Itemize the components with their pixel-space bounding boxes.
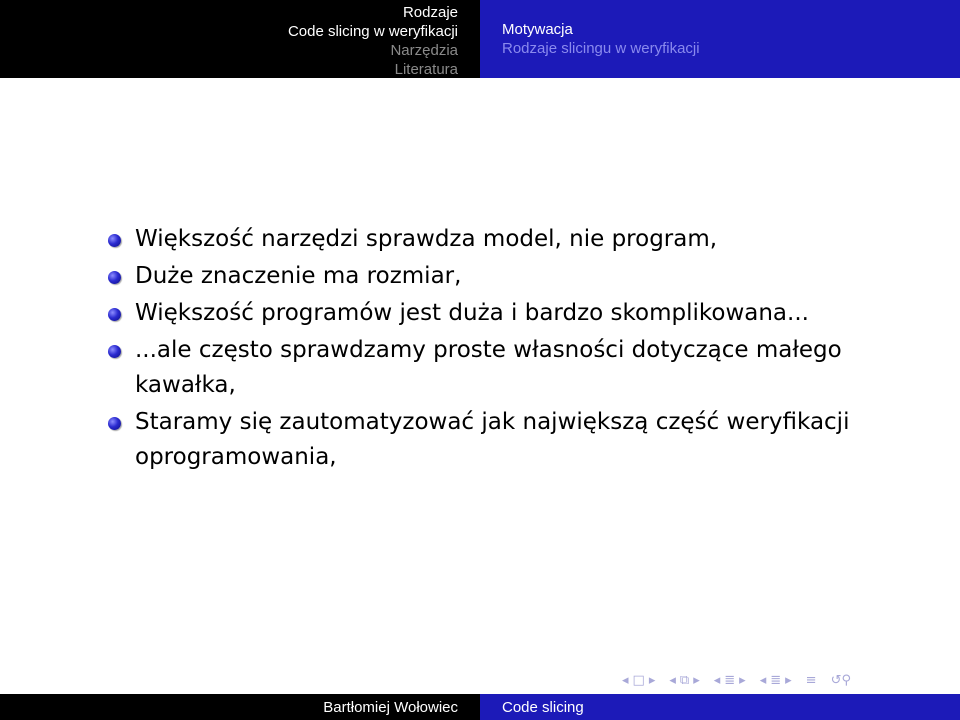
nav-next-part-icon[interactable]: ▸ (785, 672, 792, 688)
list-item (105, 405, 905, 475)
list-item (105, 222, 905, 257)
nav-frame-icon[interactable]: □ (632, 672, 645, 688)
nav-subsection-motywacja[interactable]: Motywacja (502, 21, 573, 38)
nav-section-literatura[interactable]: Literatura (394, 61, 458, 78)
beamer-navigation (622, 670, 851, 690)
nav-section-rodzaje[interactable]: Rodzaje (402, 4, 458, 21)
section-nav (0, 0, 480, 78)
nav-section-code-slicing[interactable]: Code slicing w weryfikacji (287, 23, 458, 40)
footer-bar (0, 694, 960, 720)
nav-prev-part-icon[interactable]: ◂ (759, 672, 767, 688)
bullet-icon (108, 271, 121, 284)
list-item (105, 296, 905, 331)
bullet-icon (108, 234, 121, 247)
nav-part-icon[interactable]: ≣ (770, 672, 782, 688)
nav-prev-frame-icon[interactable]: ◂ (622, 672, 629, 688)
nav-next-frame-icon[interactable]: ▸ (648, 672, 656, 688)
nav-align-icon[interactable]: ≡ (805, 672, 817, 688)
bullet-icon (108, 308, 121, 321)
list-item (105, 333, 905, 403)
list-item (105, 259, 905, 294)
bullet-text: Większość programów jest duża i bardzo skomplikowana... (135, 300, 809, 326)
bullet-text: Duże znaczenie ma rozmiar, (135, 263, 462, 289)
bullet-text: Większość narzędzi sprawdza model, nie program, (135, 226, 718, 252)
nav-subsection-icon[interactable]: ⧉ (679, 672, 690, 688)
footer-title: Code slicing (480, 694, 960, 720)
bullet-icon (108, 345, 121, 358)
bullet-text: ...ale często sprawdzamy proste własności dotyczące małego kawałka, (135, 337, 842, 398)
nav-next-section-icon[interactable]: ▸ (739, 672, 746, 688)
footer-author: Bartłomiej Wołowiec (0, 694, 480, 720)
nav-section-narzedzia[interactable]: Narzędzia (390, 42, 458, 59)
slide-content (105, 222, 905, 477)
bullet-text: Staramy się zautomatyzować jak największą część weryfikacji oprogramowania, (135, 409, 850, 470)
subsection-nav (480, 0, 960, 78)
nav-prev-subsection-icon[interactable]: ◂ (669, 672, 676, 688)
bullet-icon (108, 417, 121, 430)
nav-subsection-rodzaje-slicingu[interactable]: Rodzaje slicingu w weryfikacji (502, 40, 700, 57)
bullet-list (105, 222, 905, 475)
nav-section-icon[interactable]: ≣ (724, 672, 736, 688)
nav-next-subsection-icon[interactable]: ▸ (693, 672, 700, 688)
header-bar (0, 0, 960, 78)
nav-search-icon[interactable]: ↺⚲ (830, 672, 851, 688)
nav-prev-section-icon[interactable]: ◂ (713, 672, 721, 688)
